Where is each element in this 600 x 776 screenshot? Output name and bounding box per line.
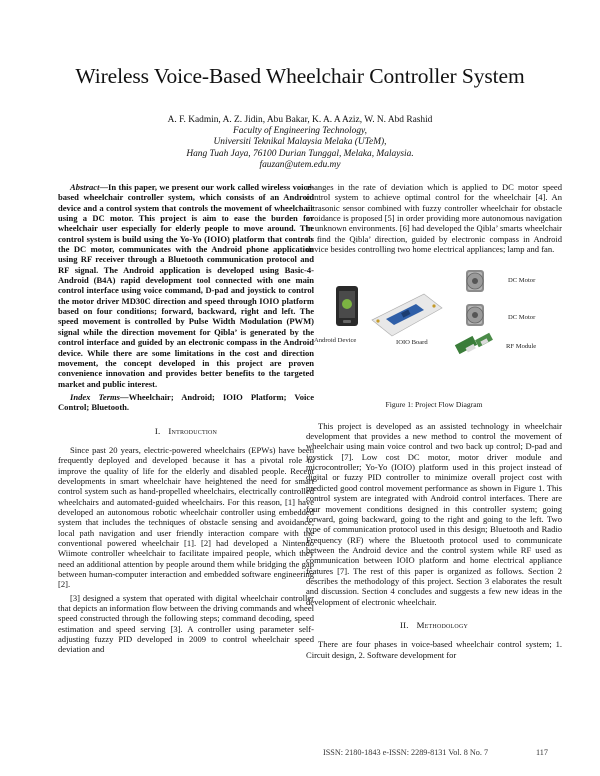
index-terms-label: Index Terms (70, 391, 121, 402)
affiliation-address: Hang Tuah Jaya, 76100 Durian Tunggal, Melaka, Malaysia. (186, 148, 414, 159)
affiliation-university: Universiti Teknikal Malaysia Melaka (UTeM), (213, 137, 387, 148)
abstract: Abstract—In this paper, we present our work called wireless voice-based wheelchair controller system, which consists of an Android device and a control system that controls the movement of wheelchair using a DC motor. This project is aim to ease the burden for wheelchair user especially for elderly people to move around. The control system is build using the Yo-Yo (IOIO) platform that controls the DC motor, communicates with the Android phone application using RF receiver through a Bluetooth communication protocol and RF signal. The Android application is developed using Basic-4-Android (B4A) rapid development tool connected with one main control interface using voice command, D-pad and joystick to control the motor driver MD30C direction and speed through IOIO platform based on four conditions; forward, backward, right and left. The speed movement is controlled by Pulse Width Modulation (PWM) signal while the direction movement for Qibla’ is generated by the control interface and guided by an electronic compass in the Android device. While there are some limitations in the cost and direction movement, the concept developed in this project are proven convenience innovation and provides better benefits to the targeted market and public interest. (58, 182, 314, 389)
page-number: 117 (536, 748, 548, 757)
intro-paragraph-4: This project is developed as an assisted technology in wheelchair development that provides a new method to control the movement of wheelchair using main voice control and two back up control; D-pad and joystick [7]. Low cost DC motor, motor driver module and microcontroller; Yo-Yo (IOIO) platform used in this project instead of digital or fuzzy PID controller to minimize overall project cost with predicted good control movement performance as shown in Figure 1. This control system are integrated with Android control interfaces. There are four movement conditions designed in this controller system; going forward, going backward, going to the right and going to the left. Two type of communication protocol used in this design; Bluetooth and Radio Frequency (RF) where the Bluetooth protocol used to communicate between the Android device and the control system while RF used as communication between IOIO platform and home electrical appliance features [7]. The rest of this paper is organized as follows. Section 2 describes the methodology of this project. Section 3 elaborates the result and discussion. Section 4 concludes and suggests a few new ideas in the development of electronic wheelchair. (306, 420, 562, 607)
methodology-paragraph-1: There are four phases in voice-based wheelchair control system; 1. Circuit design, 2. Software development for (306, 639, 562, 660)
index-terms: Index Terms—Wheelchair; Android; IOIO Platform; Voice Control; Bluetooth. (58, 391, 314, 413)
left-column (58, 182, 314, 655)
section-1-heading (58, 426, 314, 436)
index-terms-text: Wheelchair; Android; IOIO Platform; Voice Control; Bluetooth. (58, 391, 314, 413)
intro-paragraph-1: Since past 20 years, electric-powered wheelchairs (EPWs) have been frequently deployed and developed because it has a pivotal role to improve the quality of life for the elderly and disabled people. Recent developments in smart wheelchair have heightened the need for smart control system such as hand-propelled wheelchairs, electrically controlled wheelchairs and automated-guided wheelchairs. For this reason, [1] have developed an autonomous robotic wheelchair controller using embedded system that includes the techniques of obstacle sensing and avoidance, local path navigation and user friendly interaction compare with the conventional powered wheelchair [1]. [2] had developed a Nintendo Wiimote controller wheelchair to facilitate impaired people, which they need an additional attention by people around them while bridging the gap between human-computer interaction and embedded software engineering [2]. (58, 444, 314, 590)
section-2-title: Methodology (416, 619, 469, 630)
label-dc-motor-1: DC Motor (508, 277, 536, 285)
intro-paragraph-3: changes in the rate of deviation which is applied to DC motor speed control system to achieve optimal control for the wheelchair [4]. An ultrasonic sensor combined with fuzzy controller wheelchair for obstacle avoidance is proposed [5] in order providing more autonomous navigation in unknown environments. [6] had developed the Qibla’ smarts wheelchair to find the Qibla’ direction, guided by electronic compass in Android device besides controlling two home electrical appliances; lamp and fan. (306, 182, 562, 255)
label-android-device: Android Device (314, 337, 357, 345)
authors-line: A. F. Kadmin, A. Z. Jidin, Abu Bakar, K. A. A Aziz, W. N. Abd Rashid (167, 115, 433, 125)
author-block (0, 115, 600, 171)
label-rf-module: RF Module (506, 343, 537, 351)
section-1-number: I. (154, 425, 161, 436)
label-ioio-board: IOIO Board (396, 339, 428, 347)
section-1-title: Introduction (168, 425, 218, 436)
right-column (306, 182, 562, 660)
project-flow-diagram (306, 264, 562, 398)
paper-title: Wireless Voice-Based Wheelchair Controller System (75, 64, 525, 88)
abstract-label: Abstract (70, 182, 100, 192)
section-2-number: II. (399, 619, 409, 630)
intro-paragraph-2: [3] designed a system that operated with digital wheelchair controller that depicts an information flow between the driving commands and wheel speed constructed through the following steps; command decoding, speed estimation and speed serving [3]. A controller using parameter self-adjusting fuzzy PID developed in 2009 to control wheelchair speed deviation and (58, 592, 314, 655)
affiliation-faculty: Faculty of Engineering Technology, (232, 126, 367, 137)
rf-module-image (455, 333, 493, 354)
figure-1 (306, 264, 562, 398)
dc-motor-2-image (466, 304, 484, 326)
label-dc-motor-2: DC Motor (508, 314, 536, 322)
abstract-text: In this paper, we present our work called wireless voice-based wheelchair controller system, which consists of an Android device and a control system that controls the movement of wheelchair using a DC motor. This project is aim to ease the burden for wheelchair user especially for elderly people to move around. The control system is build using the Yo-Yo (IOIO) platform that controls the DC motor, communicates with the Android phone application using RF receiver through a Bluetooth communication protocol and RF signal. The Android application is developed using Basic-4-Android (B4A) rapid development tool connected with one main control interface using voice command, D-pad and joystick to control the motor driver MD30C direction and speed through IOIO platform based on four conditions; forward, backward, right and left. The speed movement is controlled by Pulse Width Modulation (PWM) signal while the direction movement for Qibla’ is generated by the control interface and guided by an electronic compass in the Android device. While there are some limitations in the cost and direction movement, the concept developed in this project are proven convenience innovation and provides better benefits to the targeted market and public interest. (58, 182, 314, 389)
author-email: fauzan@utem.edu.my (259, 159, 341, 170)
dc-motor-1-image (466, 270, 484, 292)
android-phone-image (336, 286, 358, 326)
ioio-board-image (372, 294, 442, 336)
footer-issn: ISSN: 2180-1843 e-ISSN: 2289-8131 Vol. 8 No. 7 (323, 748, 489, 757)
figure-1-caption: Figure 1: Project Flow Diagram (385, 400, 483, 410)
section-2-heading (306, 620, 562, 630)
